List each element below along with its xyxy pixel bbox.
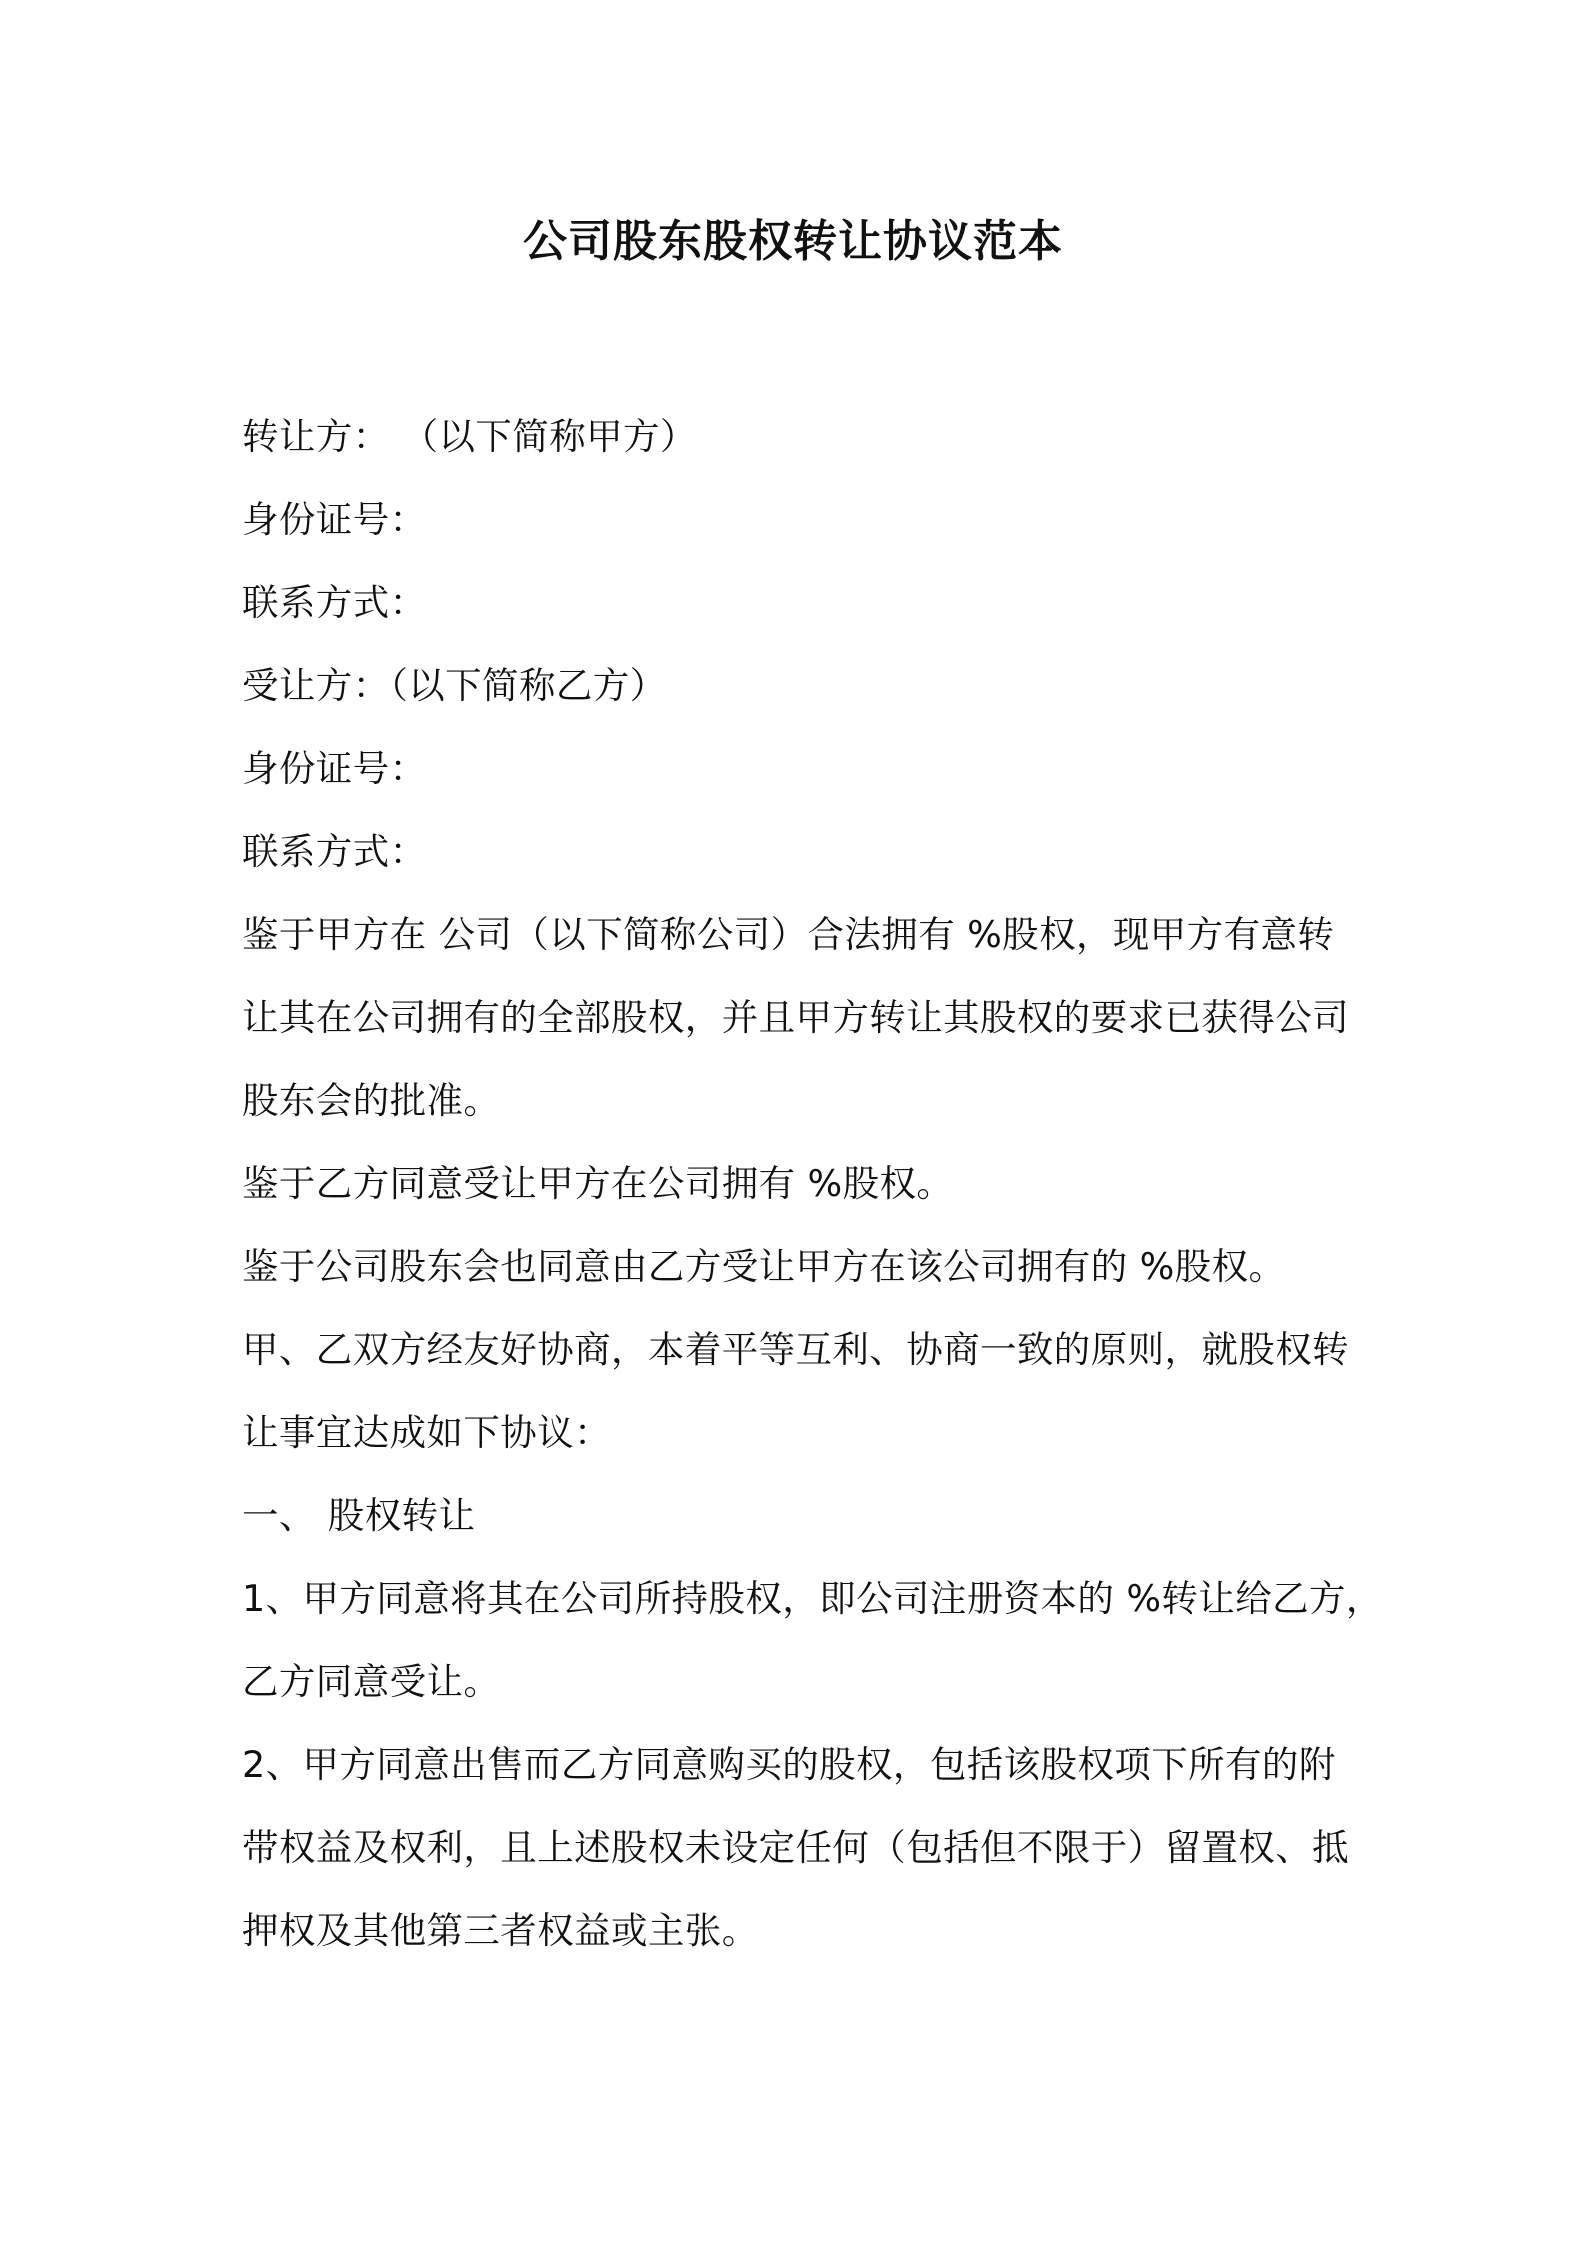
transferee-line: 受让方：（以下简称乙方） [242, 664, 667, 707]
transferee-id-line: 身份证号： [242, 747, 427, 790]
document-title: 公司股东股权转让协议范本 [523, 216, 1063, 267]
clause-line: 2、甲方同意出售而乙方同意购买的股权，包括该股权项下所有的附 [242, 1743, 1336, 1786]
paragraph-line: 甲、乙双方经友好协商，本着平等互利、协商一致的原则，就股权转 [242, 1328, 1349, 1371]
paragraph-line: 股东会的批准。 [242, 1079, 501, 1122]
paragraph-line: 鉴于甲方在 公司（以下简称公司）合法拥有 %股权，现甲方有意转 [242, 913, 1335, 956]
paragraph-line: 鉴于公司股东会也同意由乙方受让甲方在该公司拥有的 %股权。 [242, 1245, 1286, 1288]
transferor-id-line: 身份证号： [242, 498, 427, 541]
section-heading: 一、 股权转让 [242, 1494, 476, 1537]
clause-line: 带权益及权利，且上述股权未设定任何（包括但不限于）留置权、抵 [242, 1826, 1349, 1869]
paragraph-line: 鉴于乙方同意受让甲方在公司拥有 %股权。 [242, 1162, 954, 1205]
transferor-line: 转让方： （以下简称甲方） [242, 415, 697, 458]
clause-line: 1、甲方同意将其在公司所持股权，即公司注册资本的 %转让给乙方， [242, 1577, 1383, 1620]
paragraph-line: 让其在公司拥有的全部股权，并且甲方转让其股权的要求已获得公司 [242, 996, 1349, 1039]
clause-line: 押权及其他第三者权益或主张。 [242, 1909, 759, 1952]
transferor-contact-line: 联系方式： [242, 581, 427, 624]
transferee-contact-line: 联系方式： [242, 830, 427, 873]
clause-line: 乙方同意受让。 [242, 1660, 501, 1703]
paragraph-line: 让事宜达成如下协议： [242, 1411, 611, 1454]
